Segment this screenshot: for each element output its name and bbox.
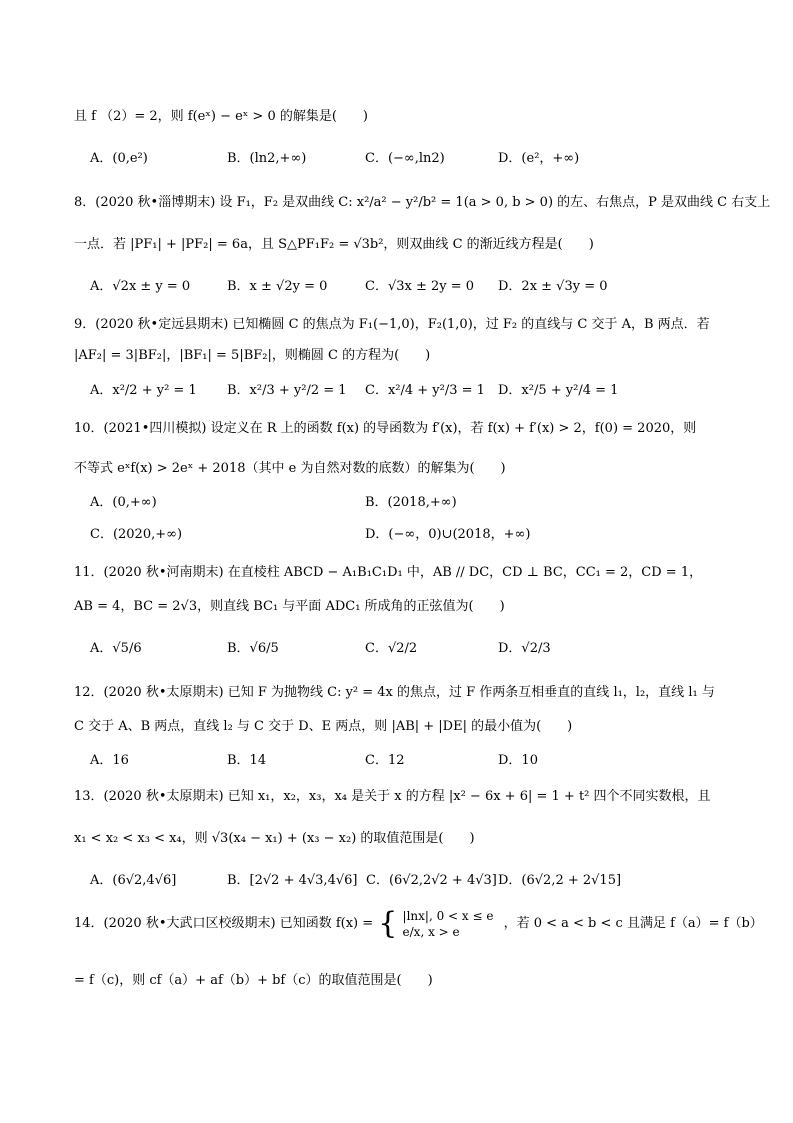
q11-option-c[interactable]: C．√2/2	[365, 641, 418, 656]
q7-option-b[interactable]: B．(ln2,+∞)	[227, 151, 307, 166]
q7-option-a[interactable]: A．(0,e²)	[90, 151, 148, 166]
q11-option-b[interactable]: B．√6/5	[227, 641, 279, 656]
q9-option-b[interactable]: B．x²/3 + y²/2 = 1	[227, 383, 347, 398]
q13-option-c[interactable]: C．(6√2,2√2 + 4√3]	[366, 873, 497, 888]
q12-option-c[interactable]: C．12	[365, 753, 405, 768]
q12-option-a[interactable]: A．16	[90, 753, 129, 768]
q13-stem-line2: x₁ < x₂ < x₃ < x₄，则 √3(x₄ − x₁) + (x₃ − x₂) 的取值范围是( )	[74, 831, 475, 846]
q13-options	[90, 872, 730, 892]
q7-option-d[interactable]: D．(e²，+∞)	[498, 151, 580, 166]
q13-option-d[interactable]: D．(6√2,2 + 2√15]	[498, 873, 622, 888]
q10-option-d[interactable]: D．(−∞，0)∪(2018，+∞)	[365, 527, 531, 542]
q8-option-b[interactable]: B．x ± √2y = 0	[227, 279, 328, 294]
q11-stem-line2: AB = 4，BC = 2√3，则直线 BC₁ 与平面 ADC₁ 所成角的正弦值为( )	[74, 599, 505, 614]
q10-option-c[interactable]: C．(2020,+∞)	[90, 527, 183, 542]
q9-option-c[interactable]: C．x²/4 + y²/3 = 1	[365, 383, 485, 398]
q8-stem-line2: 一点．若 |PF₁| + |PF₂| = 6a，且 S△PF₁F₂ = √3b²，则双曲线 C 的渐近线方程是( )	[74, 237, 594, 252]
q9-option-d[interactable]: D．x²/5 + y²/4 = 1	[498, 383, 619, 398]
q7-stem-line1: 且 f （2）= 2，则 f(eˣ) − eˣ > 0 的解集是( )	[74, 109, 368, 124]
q9-options	[90, 382, 730, 402]
q12-option-d[interactable]: D．10	[498, 753, 538, 768]
q13-option-b[interactable]: B．[2√2 + 4√3,4√6]	[227, 873, 358, 888]
q13-option-a[interactable]: A．(6√2,4√6]	[90, 873, 177, 888]
q8-option-a[interactable]: A．√2x ± y = 0	[90, 279, 191, 294]
q14-stem-line2: = f（c)，则 cf（a）+ af（b）+ bf（c）的取值范围是( )	[74, 973, 433, 988]
q14-case-1: |lnx|, 0 < x ≤ e	[402, 909, 494, 923]
q12-option-b[interactable]: B．14	[227, 753, 267, 768]
q10-stem-line2: 不等式 eˣf(x) > 2eˣ + 2018（其中 e 为自然对数的底数）的解集为( )	[74, 461, 506, 476]
q10-options-row2	[90, 526, 730, 546]
q8-option-d[interactable]: D．2x ± √3y = 0	[498, 279, 608, 294]
q10-stem-line1: 10．(2021•四川模拟) 设定义在 R 上的函数 f(x) 的导函数为 f′(x)，若 f(x) + f′(x) > 2，f(0) = 2020，则	[74, 421, 697, 436]
q7-option-c[interactable]: C．(−∞,ln2)	[365, 151, 445, 166]
q11-options	[90, 640, 730, 660]
q11-stem-line1: 11．(2020 秋•河南期末) 在直棱柱 ABCD − A₁B₁C₁D₁ 中，AB // DC，CD ⊥ BC，CC₁ = 2，CD = 1，	[74, 565, 703, 580]
q14-prefix: 14．(2020 秋•大武口区校级期末) 已知函数 f(x) =	[74, 916, 374, 931]
q9-stem-line2: |AF₂| = 3|BF₂|，|BF₁| = 5|BF₂|，则椭圆 C 的方程为( )	[74, 348, 431, 363]
q11-option-d[interactable]: D．√2/3	[498, 641, 551, 656]
q12-stem-line1: 12．(2020 秋•太原期末) 已知 F 为抛物线 C: y² = 4x 的焦点，过 F 作两条互相垂直的直线 l₁，l₂，直线 l₁ 与	[74, 685, 715, 700]
q7-options	[90, 150, 730, 170]
q14-case-2: e/x, x > e	[402, 925, 460, 939]
q12-options	[90, 752, 730, 772]
q14-piecewise-cases	[403, 908, 494, 940]
q10-option-b[interactable]: B．(2018,+∞)	[365, 495, 457, 510]
q13-stem-line1: 13．(2020 秋•太原期末) 已知 x₁，x₂，x₃，x₄ 是关于 x 的方程 |x² − 6x + 6| = 1 + t² 四个不同实数根，且	[74, 789, 711, 804]
q8-stem-line1: 8．(2020 秋•淄博期末) 设 F₁，F₂ 是双曲线 C: x²/a² − y²/b² = 1(a > 0, b > 0) 的左、右焦点，P 是双曲线 C 右支上	[74, 195, 771, 210]
q11-option-a[interactable]: A．√5/6	[90, 641, 142, 656]
q10-option-a[interactable]: A．(0,+∞)	[90, 495, 157, 510]
q8-option-c[interactable]: C．√3x ± 2y = 0	[365, 279, 475, 294]
q8-options	[90, 278, 730, 298]
q9-stem-line1: 9．(2020 秋•定远县期末) 已知椭圆 C 的焦点为 F₁(−1,0)，F₂(1,0)，过 F₂ 的直线与 C 交于 A，B 两点．若	[74, 317, 710, 332]
q14-stem-line1	[74, 906, 763, 942]
q9-option-a[interactable]: A．x²/2 + y² = 1	[90, 383, 197, 398]
q10-options-row1	[90, 494, 730, 514]
q14-brace-icon: {	[378, 906, 398, 941]
q12-stem-line2: C 交于 A、B 两点，直线 l₂ 与 C 交于 D、E 两点，则 |AB| + |DE| 的最小值为( )	[74, 719, 573, 734]
q14-suffix: ，若 0 < a < b < c 且满足 f（a）= f（b）	[503, 916, 763, 931]
